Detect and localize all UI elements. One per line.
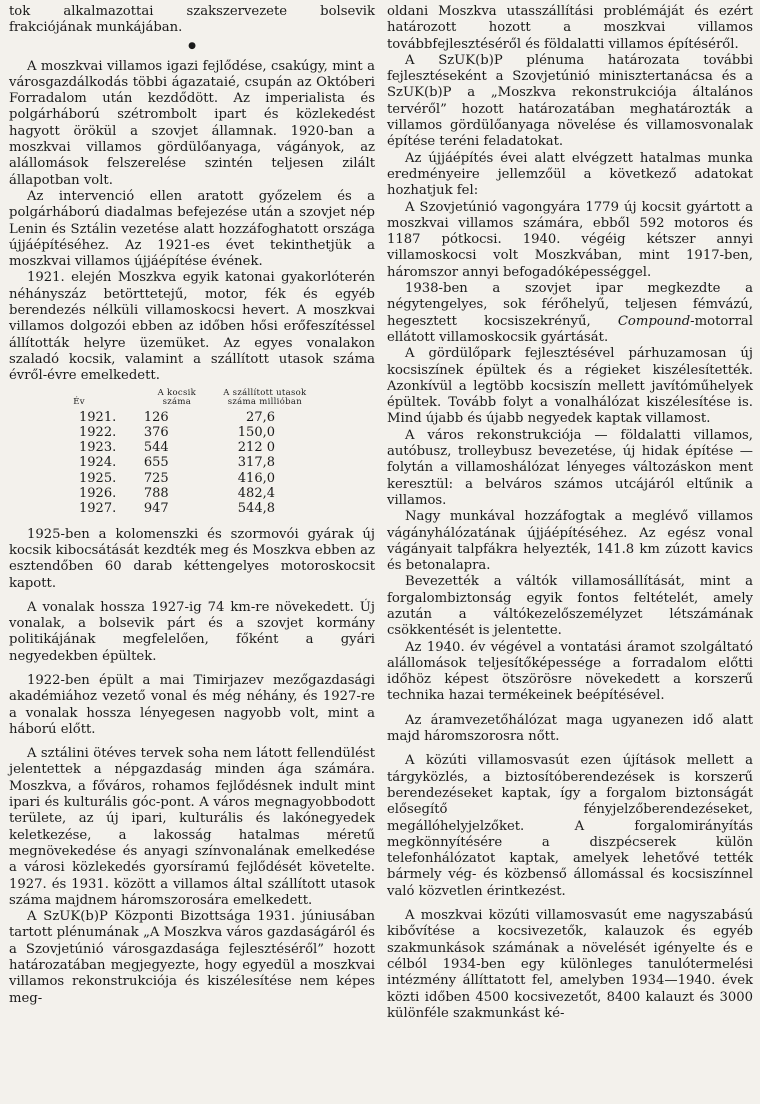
section-separator: ● [188,40,196,51]
paragraph-12: A közúti villamosvasút ezen újítások mellett a tárgyközlés, a biztosítóberendezések is korszerű berendezéseket kaptak, így a forgalom biztonságát elősegítő fényjelzőberendezéseket, megállóhelyjelzőket. A forgalomirányítás megkönnyítésére a diszpécserek külön telefonhálózatot kaptak, amelyek lehetővé tették bármely vég- és közbenső állomással és kocsiszínnel való közvetlen érintkezést. [387,753,753,899]
paragraph-8: Nagy munkával hozzáfogtak a meglévő villamos vágányhálózatának újjáépítéséhez. Az egész vonal vágányait talpfákra helyezték, 141.8 km zúzott kavics és betonalapra. [387,509,753,574]
car-count-cell: 376 [143,424,169,440]
year-cell: 1925. [79,470,117,486]
paragraph-3: 1921. elején Moszkva egyik katonai gyakorlóterén néhányszáz betörttetejű, motor, fék és egyéb berendezés nélküli villamoskocsi hevert. A moszkvai villamos dolgozói ebben az időben hősi erőfeszítéssel állították helyre üzemüket. Az egyes vonalakon szaladó kocsik, valamint a szállított utasok száma évről-évre emelkedett. [9,270,375,384]
passengers-cell: 317,8 [237,455,275,471]
paragraph-11: Az áramvezetőhálózat maga ugyanezen idő alatt majd háromszorosra nőtt. [387,712,753,745]
paragraph-7: A sztálini ötéves tervek soha nem látott fellendülést jelentettek a népgazdaság minden ága számára. Moszkva, a főváros, rohamos fejlődésnek indult mint ipari és kulturális góc-pont. A város megnagyobbodott területe, az új ipari, kulturális és lakónegyedek keletkezése, a lakosság hatalmas méretű megnövekedése és anyagi színvonalának emelkedése a városi közlekedés gyorsíramú fejlődését követelte. 1927. és 1931. között a villamos által szállított utasok száma majdnem háromszorosára emelkedett. [9,746,375,908]
paragraph-intro: tok alkalmazottai szakszervezete bolsevik frakciójának munkájában. [9,4,375,36]
passengers-cell: 27,6 [246,409,275,425]
compound-motor-term: Compound [617,313,691,329]
car-count-cell: 655 [143,455,169,471]
car-count-cell: 788 [143,486,169,502]
paragraph-13: A moszkvai közúti villamosvasút eme nagyszabású kibővítése a kocsivezetők, kalauzok és egyéb szakmunkások számának a növelését igényelte és e célból 1934-ben egy különleges tanulótermelési intézmény állíttatott fel, amelyben 1934—1940. évek közti időben 4500 kocsivezetőt, 8400 kalauzt és 3000 különféle szakmunkást ké- [387,908,753,1021]
car-count-cell: 126 [143,409,169,425]
paragraph-6: A gördülőpark fejlesztésével párhuzamosan új kocsiszínek épültek és a régieket kiszélesítették. Azonkívül a legtöbb kocsiszín mellett javítóműhelyek épültek. Tovább folyt a vonalhálózat kiszélesítése is. Mind újabb és újabb negyedek kaptak villamost. [387,346,753,427]
paragraph-4: A Szovjetúnió vagongyára 1779 új kocsit gyártott a moszkvai villamos számára, ebből 592 motoros és 1187 pótkocsi. 1940. végéig kétszer annyi villamoskocsi volt Moszkvában, mint 1917-ben, háromszor annyi befogadóképességgel. [387,199,753,280]
year-cell: 1927. [79,501,117,517]
paragraph-5-text: 1938-ben a szovjet ipar megkezdte a négytengelyes, sok férőhelyű, teljesen fémvázú, hegesztett kocsiszekrényű, [387,281,753,329]
table-header-row [17,389,317,410]
header-year: Év [73,396,85,407]
table-row [17,471,317,486]
paragraph-4: 1925-ben a kolomenszki és szormovói gyárak új kocsik kibocsátását kezdték meg és Moszkva ebben az esztendőben 60 darab kéttengelyes motoroskocsit kapott. [9,526,375,591]
passengers-cell: 482,4 [237,486,275,502]
paragraph-9: Bevezették a váltók villamosállítását, mint a forgalombiztonság egyik fontos feltételét, amely azután a váltókezelőszemélyzet létszámának csökkentését is jelentette. [387,574,753,639]
paragraph-10: Az 1940. év végével a vontatási áramot szolgáltató alállomások teljesítőképessége a forradalom előtti időhöz képest ötszörösre növekedett a korszerű technika hazai termékeinek beépítésével. [387,639,753,704]
left-column [9,4,375,1007]
paragraph-1: oldani Moszkva utasszállítási problémáját és ezért határozott hozott a moszkvai villamos továbbfejlesztéséről és földalatti villamos építéséről. [387,4,753,52]
paragraph-5 [387,281,753,346]
statistics-table [17,389,317,517]
paragraph-5-text-end: -motorral ellátott villamoskocsik gyártását. [387,313,753,345]
car-count-cell: 544 [143,440,169,456]
year-cell: 1923. [79,440,117,456]
paragraph-8: A SzUK(b)P Központi Bizottsága 1931. júniusában tartott plénumának „A Moszkva város gazdaságáról és a Szovjetúnió városgazdasága fejlesztéséről” hozott határozatában megjegyezte, hogy egyedül a moszkvai villamos rekonstrukciója és kiszélesítése nem képes meg- [9,909,375,1006]
year-cell: 1924. [79,455,117,471]
paragraph-3: Az újjáépítés évei alatt elvégzett hatalmas munka eredményeire jellemzőül a következő adatokat hozhatjuk fel: [387,150,753,199]
header-car-count: A kocsik száma [157,387,197,407]
table-row [17,455,317,470]
passengers-cell: 212 0 [237,440,275,456]
table-row [17,425,317,440]
paragraph-5: A vonalak hossza 1927-ig 74 km-re növekedett. Új vonalak, a bolsevik párt és a szovjet kormány politikájának megfelelően, főként a gyári negyedekben épültek. [9,599,375,664]
paragraph-2: Az intervenció ellen aratott győzelem és a polgárháború diadalmas befejezése után a szovjet nép Lenin és Sztálin vezetése alatt hozzáfoghatott országa újjáépítéséhez. Az 1921-es évet tekinthetjük a moszkvai villamos újjáépítése évének. [9,188,375,270]
paragraph-1: A moszkvai villamos igazi fejlődése, csakúgy, mint a városgazdálkodás többi ágazataié, csupán az Októberi Forradalom után kezdődött. Az imperialista és polgárháború szétrombolt ipart és közlekedést hagyott örökül a szovjet államnak. 1920-ban a moszkvai villamos gördülőanyaga, vágányok, az alállomások felszerelése szintén teljesen zilált állapotban volt. [9,58,375,188]
table-row [17,410,317,425]
table-row [17,501,317,516]
table-row [17,486,317,501]
right-column [387,4,753,1022]
paragraph-2: A SzUK(b)P plénuma határozata további fejlesztéseként a Szovjetúnió minisztertanácsa és a SzUK(b)P a „Moszkva rekonstrukciója általános tervéről” hozott határozatában meghatározták a villamos gördülőanyaga növelése és villamosvonalak építése teréni feladatokat. [387,52,753,150]
car-count-cell: 947 [143,501,169,517]
year-cell: 1922. [79,424,117,440]
header-passengers: A szállított utasok száma millióban [223,387,307,407]
passengers-cell: 416,0 [237,470,275,486]
passengers-cell: 150,0 [237,424,275,440]
year-cell: 1926. [79,486,117,502]
paragraph-7: A város rekonstrukciója — földalatti villamos, autóbusz, trolleybusz bevezetése, új hidak építése — folytán a villamoshálózat lényeges változáskon ment keresztül: a belváros számos utcájáról eltűnik a villamos. [387,427,753,508]
year-cell: 1921. [79,409,117,425]
table-row [17,440,317,455]
passengers-cell: 544,8 [237,501,275,517]
paragraph-6: 1922-ben épült a mai Timirjazev mezőgazdasági akadémiához vezető vonal és még néhány, és 1927-re a vonalak hossza lényegesen nagyobb volt, mint a háború előtt. [9,672,375,737]
car-count-cell: 725 [143,470,169,486]
